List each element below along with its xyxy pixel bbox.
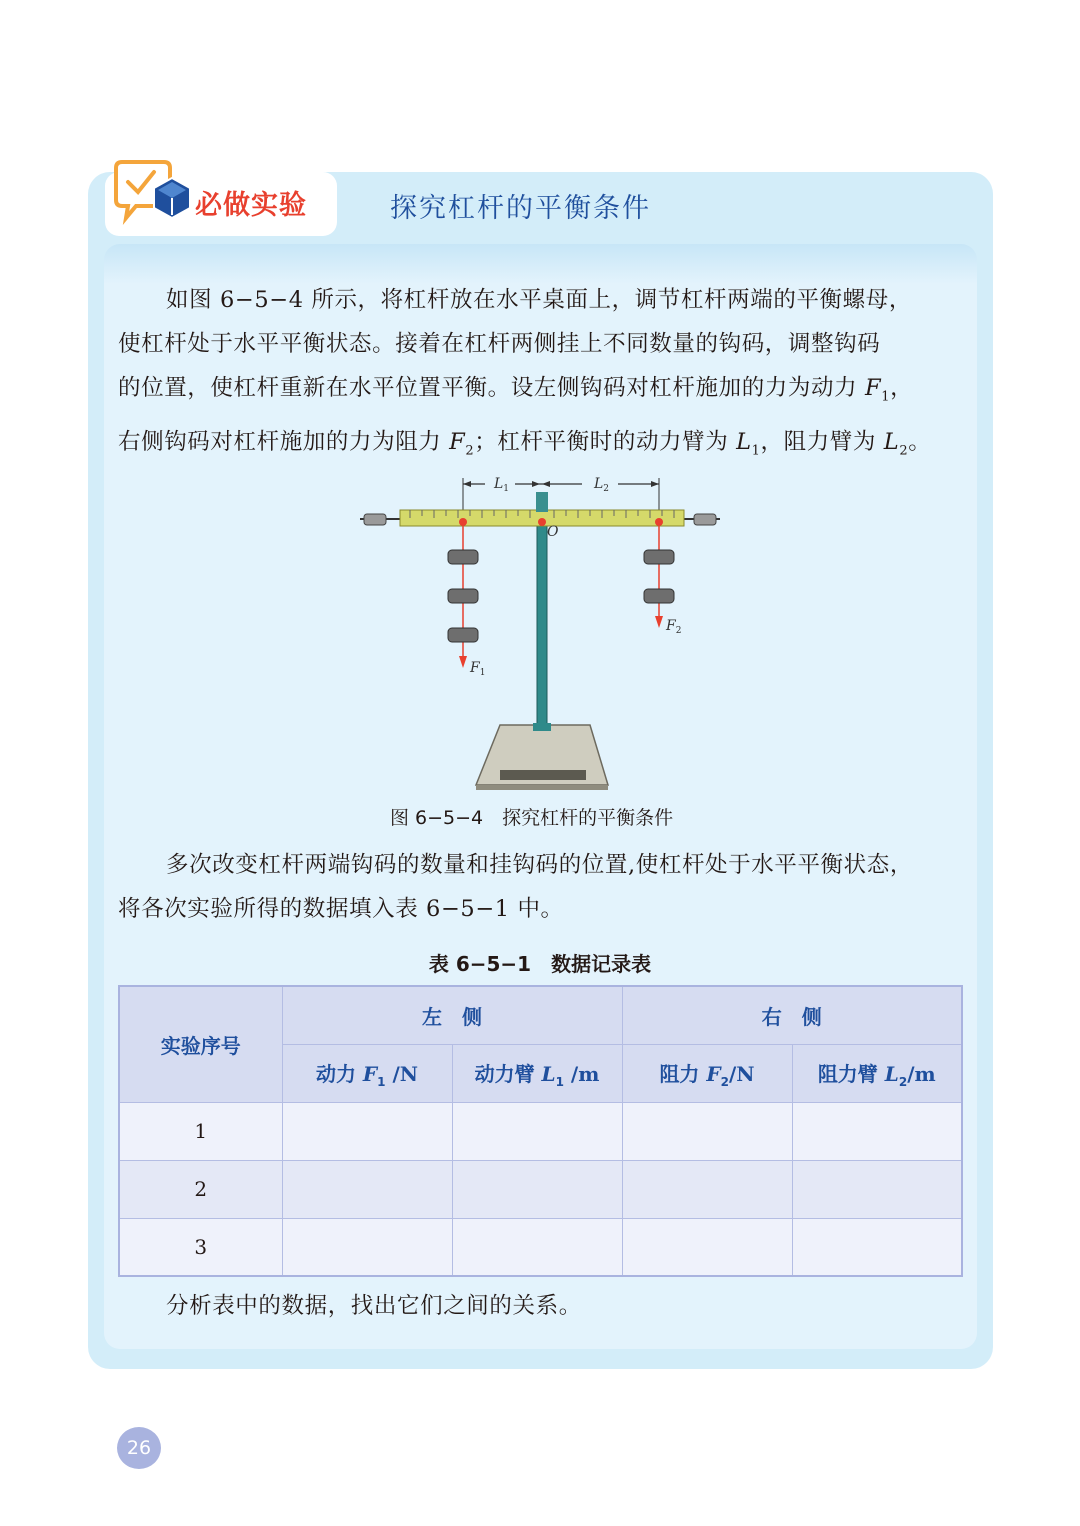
svg-text:L1: $L_1$ — [494, 476, 510, 494]
svg-text:F2: $F_2$ — [666, 618, 682, 636]
cell-F1[interactable] — [282, 1218, 452, 1276]
cell-F1[interactable] — [282, 1102, 452, 1160]
fig-O: O — [547, 524, 559, 540]
para2-line-1: 多次改变杠杆两端钩码的数量和挂钩码的位置,使杠杆处于水平平衡状态， — [166, 852, 913, 878]
intro-line-1: 如图 6−5−4 所示，将杠杆放在水平桌面上，调节杠杆两端的平衡螺母， — [166, 287, 912, 313]
symbol-F2: F — [449, 428, 466, 455]
intro-line-3: 的位置，使杠杆重新在水平位置平衡。设左侧钩码对杠杆施加的力为动力 — [118, 375, 865, 401]
header-F1: 动力 $F_1$ /N — [282, 1044, 452, 1102]
header-L2: 阻力臂 $L_2/m$ — [792, 1044, 962, 1102]
sub-1: 1 — [881, 389, 891, 405]
lever-figure — [350, 470, 730, 790]
sub-2: 2 — [465, 443, 475, 458]
table-row — [119, 1218, 962, 1276]
data-table — [118, 985, 963, 1277]
col-index-header: 实验序号 — [119, 986, 282, 1102]
fig-L1: L — [494, 476, 504, 492]
symbol-L2: L — [883, 428, 900, 455]
intro-line-4c: ，阻力臂为 — [760, 428, 884, 455]
cell-F2[interactable] — [622, 1102, 792, 1160]
cell-L2[interactable] — [792, 1102, 962, 1160]
cell-F2[interactable] — [622, 1160, 792, 1218]
cell-L1[interactable] — [452, 1160, 622, 1218]
fig-L2: L — [594, 476, 604, 492]
cell-F2[interactable] — [622, 1218, 792, 1276]
experiment-title: 探究杠杆的平衡条件 — [390, 193, 651, 224]
cell-L1[interactable] — [452, 1218, 622, 1276]
table-row — [119, 1160, 962, 1218]
cell-L1[interactable] — [452, 1102, 622, 1160]
group-left-header: 左 侧 — [282, 986, 622, 1044]
table-row — [119, 1102, 962, 1160]
header-F2: 阻力 $F_2/N$ — [622, 1044, 792, 1102]
comma: ， — [890, 375, 914, 401]
intro-line-4: 右侧钩码对杠杆施加的力为阻力 — [118, 428, 450, 455]
row-index: 2 — [119, 1160, 282, 1218]
experiment-icon — [110, 160, 194, 226]
tag-label: 必做实验 — [195, 190, 307, 221]
row-index: 3 — [119, 1218, 282, 1276]
svg-text:F1: $F_1$ — [470, 660, 486, 678]
cell-F1[interactable] — [282, 1160, 452, 1218]
sub-1b: 1 — [751, 443, 761, 458]
symbol-F1: F — [864, 375, 882, 401]
table-title: 表 6−5−1 数据记录表 — [428, 952, 652, 976]
cell-L2[interactable] — [792, 1218, 962, 1276]
left-weights — [448, 550, 478, 642]
stand-pole — [537, 500, 547, 728]
intro-line-4b: ；杠杆平衡时的动力臂为 — [474, 428, 737, 455]
conclusion-paragraph — [118, 1284, 964, 1328]
period: 。 — [908, 428, 932, 455]
para2-line-2: 将各次实验所得的数据填入表 6−5−1 中。 — [118, 896, 564, 922]
intro-line-2: 使杠杆处于水平平衡状态。接着在杠杆两侧挂上不同数量的钩码，调整钩码 — [118, 331, 881, 357]
row-index: 1 — [119, 1102, 282, 1160]
header-L1: 动力臂 $L_1$ /m — [452, 1044, 622, 1102]
figure-caption: 图 6−5−4 探究杠杆的平衡条件 — [390, 807, 674, 829]
symbol-L1: L — [736, 428, 752, 455]
group-right-header: 右 侧 — [622, 986, 962, 1044]
sub-2b: 2 — [899, 443, 909, 458]
fig-F1: F — [470, 660, 480, 676]
cell-L2[interactable] — [792, 1160, 962, 1218]
page-number: 26 — [117, 1427, 161, 1469]
second-paragraph — [118, 843, 964, 931]
intro-paragraph — [118, 278, 964, 473]
svg-text:L2: $L_2$ — [594, 476, 610, 494]
pivot-point — [538, 518, 546, 526]
conclusion-text: 分析表中的数据，找出它们之间的关系。 — [166, 1293, 582, 1319]
fig-F2: F — [666, 618, 676, 634]
